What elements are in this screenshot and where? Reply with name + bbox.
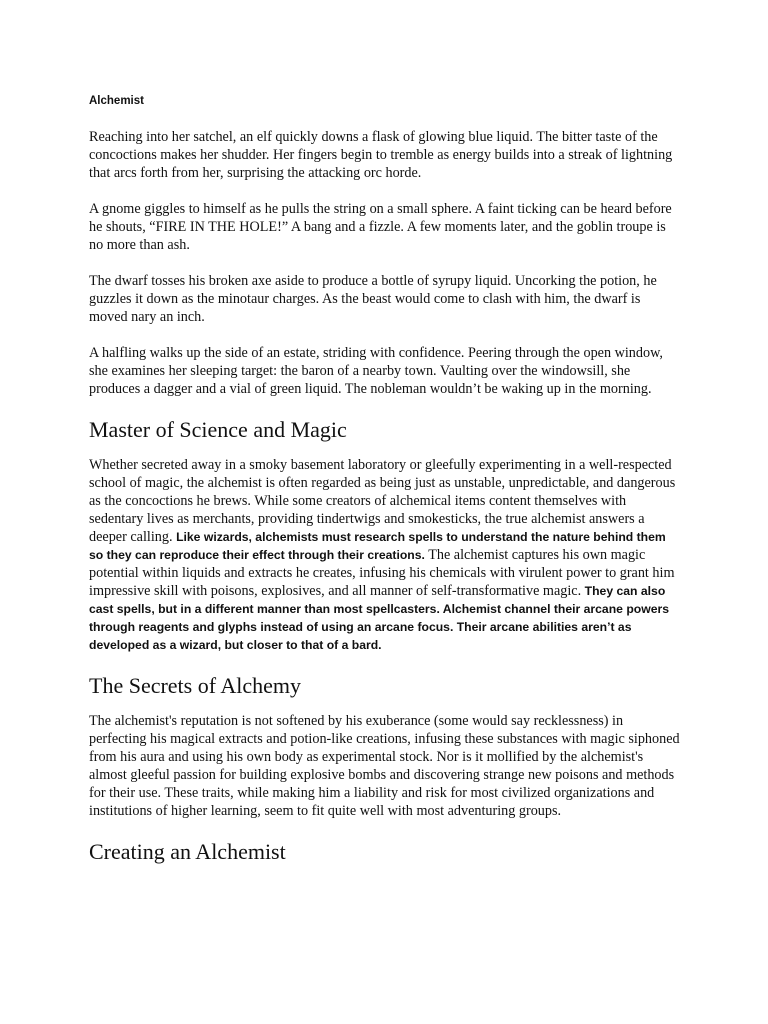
document-content bbox=[89, 92, 681, 878]
master-text-c: The alchemist captures his own magic potential within liquids and extracts he creates, infusing his chemicals with virulent power to grant him impressive skill with poisons, explosives, and all manner of self-transformative magic. bbox=[89, 547, 675, 599]
master-text-d: They can also cast spells, but in a different manner than most spellcasters. Alchemist channel their arcane powers through reagents and glyphs instead of using an arcane focus. Their arcane abilities aren’t as developed as a wizard, but closer to that of a bard. bbox=[89, 584, 669, 652]
section-body-master bbox=[89, 456, 681, 654]
master-text-a: Whether secreted away in a smoky basement laboratory or gleefully experimenting in a well-respected school of magic, the alchemist is often regarded as being just as unstable, unpredictable, and dangerous as the concoctions he brews. While some creators of alchemical items content themselves with sedentary lives as merchants, providing tindertwigs and smokesticks, the true alchemist answers a deeper calling. bbox=[89, 457, 676, 545]
section-heading-master: Master of Science and Magic bbox=[89, 417, 347, 442]
section-heading-secrets: The Secrets of Alchemy bbox=[89, 673, 301, 698]
intro-paragraph-gnome: A gnome giggles to himself as he pulls the string on a small sphere. A faint ticking can be heard before he shouts, “FIRE IN THE HOLE!” A bang and a fizzle. A few moments later, and the goblin troupe is no more than ash. bbox=[89, 201, 672, 253]
intro-paragraph-dwarf: The dwarf tosses his broken axe aside to produce a bottle of syrupy liquid. Uncorking the potion, he guzzles it down as the minotaur charges. As the beast would come to clash with him, the dwarf is moved nary an inch. bbox=[89, 273, 657, 325]
master-text-b: Like wizards, alchemists must research spells to understand the nature behind them so they can reproduce their effect through their creations. bbox=[89, 530, 666, 562]
section-heading-creating: Creating an Alchemist bbox=[89, 839, 286, 864]
section-body-secrets: The alchemist's reputation is not softened by his exuberance (some would say recklessness) in perfecting his magical extracts and potion-like creations, infusing these substances with magic siphoned from his aura and using his own body as experimental stock. Nor is it mollified by the alchemist's almost gleeful passion for building explosive bombs and discovering strange new poisons and methods for their use. These traits, while making him a liability and risk for most civilized organizations and institutions of higher learning, seem to fit quite well with most adventuring groups. bbox=[89, 713, 680, 819]
document-title: Alchemist bbox=[89, 95, 144, 107]
intro-paragraph-halfling: A halfling walks up the side of an estate, striding with confidence. Peering through the open window, she examines her sleeping target: the baron of a nearby town. Vaulting over the windowsill, she produces a dagger and a vial of green liquid. The nobleman wouldn’t be waking up in the morning. bbox=[89, 345, 663, 397]
intro-paragraph-elf: Reaching into her satchel, an elf quickly downs a flask of glowing blue liquid. The bitter taste of the concoctions makes her shudder. Her fingers begin to tremble as energy builds into a streak of lightning that arcs forth from her, surprising the attacking orc horde. bbox=[89, 129, 673, 181]
